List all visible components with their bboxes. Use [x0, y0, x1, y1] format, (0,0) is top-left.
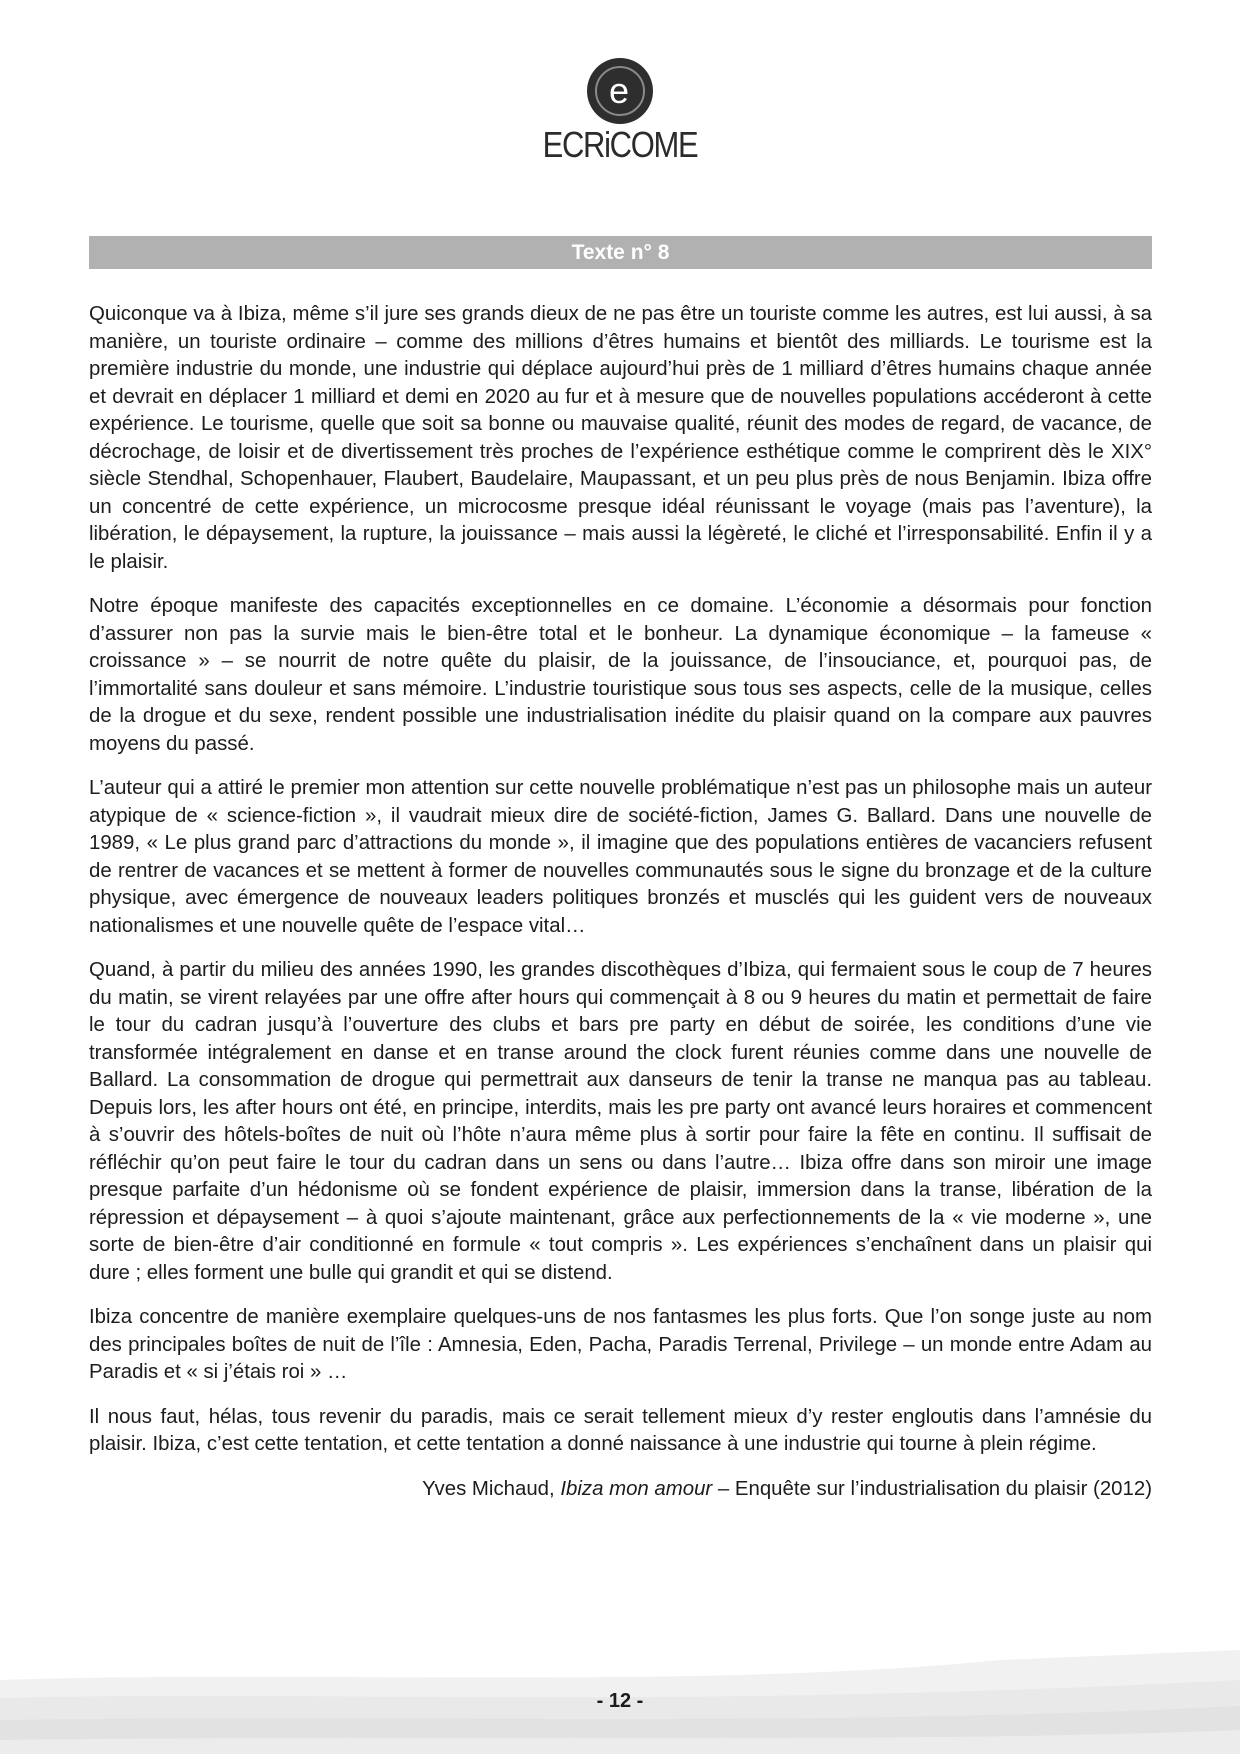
- paragraph: Quiconque va à Ibiza, même s’il jure ses grands dieux de ne pas être un touriste comme les autres, est lui aussi, à sa manière, un touriste ordinaire – comme des millions d’êtres humains et bientôt des milliards. Le tourisme est la première industrie du monde, une industrie qui déplace aujourd’hui près de 1 milliard d’êtres humains chaque année et devrait en déplacer 1 milliard et demi en 2020 au fur et à mesure que de nouvelles populations accéderont à cette expérience. Le tourisme, quelle que soit sa bonne ou mauvaise qualité, réunit des modes de regard, de vacance, de décrochage, de loisir et de divertissement très proches de l’expérience esthétique comme le comprirent dès le XIX° siècle Stendhal, Schopenhauer, Flaubert, Baudelaire, Maupassant, et un peu plus près de nous Benjamin. Ibiza offre un concentré de cette expérience, un microcosme presque idéal réunissant le voyage (mais pas l’aventure), la libération, le dépaysement, la rupture, la jouissance – mais aussi la légèreté, le cliché et l’irresponsabilité. Enfin il y a le plaisir.: [89, 303, 1152, 573]
- ecricome-logo-icon: [586, 57, 654, 125]
- paragraph: Ibiza concentre de manière exemplaire quelques-uns de nos fantasmes les plus forts. Que l’on songe juste au nom des principales boîtes de nuit de l’île : Amnesia, Eden, Pacha, Paradis Terrenal, Privilege – un monde entre Adam au Paradis et « si j’étais roi » …: [89, 1306, 1152, 1383]
- paragraph: Notre époque manifeste des capacités exceptionnelles en ce domaine. L’économie a désormais pour fonction d’assurer non pas la survie mais le bien-être total et le bonheur. La dynamique économique – la fameuse « croissance » – se nourrit de notre quête du plaisir, de la jouissance, de l’insouciance, et, pourquoi pas, de l’immortalité sans douleur et sans mémoire. L’industrie touristique sous tous ses aspects, celle de la musique, celles de la drogue et du sexe, rendent possible une industrialisation inédite du plaisir quand on la compare aux pauvres moyens du passé.: [89, 595, 1152, 755]
- paragraph: L’auteur qui a attiré le premier mon attention sur cette nouvelle problématique n’est pas un philosophe mais un auteur atypique de « science-fiction », il vaudrait mieux dire de société-fiction, James G. Ballard. Dans une nouvelle de 1989, « Le plus grand parc d’attractions du monde », il imagine que des populations entières de vacanciers refusent de rentrer de vacances et se mettent à former de nouvelles communautés sous le signe du bronzage et de la culture physique, avec émergence de nouveaux leaders politiques bronzés et musclés qui les guident vers de nouveaux nationalismes et une nouvelle quête de l’espace vital…: [89, 777, 1152, 937]
- citation-work-title: Ibiza mon amour: [560, 1477, 713, 1500]
- article-body: [89, 301, 1152, 1503]
- citation-rest: – Enquête sur l’industrialisation du plaisir (2012): [712, 1477, 1152, 1500]
- paragraph: Quand, à partir du milieu des années 1990, les grandes discothèques d’Ibiza, qui fermaient sous le coup de 7 heures du matin, se virent relayées par une offre after hours qui commençait à 8 ou 9 heures du matin et permettait de faire le tour du cadran jusqu’à l’ouverture des clubs et bars pre party en début de soirée, les conditions d’une vie transformée intégralement en danse et en transe around the clock furent réunies comme dans une nouvelle de Ballard. La consommation de drogue qui permettrait aux danseurs de tenir la transe ne manqua pas au tableau. Depuis lors, les after hours ont été, en principe, interdits, mais les pre party ont avancé leurs horaires et commencent à s’ouvrir des hôtels-boîtes de nuit où l’hôte n’aura même plus à sortir pour faire la fête en continu. Il suffisait de réfléchir qu’on peut faire le tour du cadran dans un sens ou dans l’autre… Ibiza offre dans son miroir une image presque parfaite d’un hédonisme où se fondent expérience de plaisir, immersion dans la transe, libération de la répression et dépaysement – à quoi s’ajoute maintenant, grâce aux perfectionnements de la « vie moderne », une sorte de bien-être d’air conditionné en formule « tout compris ». Les expériences s’enchaînent dans un plaisir qui dure ; elles forment une bulle qui grandit et qui se distend.: [89, 959, 1152, 1284]
- page-number: - 12 -: [596, 1690, 644, 1712]
- brand-wordmark: ECRiCOME: [542, 124, 698, 165]
- logo: [0, 57, 1240, 165]
- svg-text:e: e: [608, 70, 630, 111]
- paragraph: Il nous faut, hélas, tous revenir du paradis, mais ce serait tellement mieux d’y rester engloutis dans l’amnésie du plaisir. Ibiza, c’est cette tentation, et cette tentation a donné naissance à une industrie qui tourne à plein régime.: [89, 1405, 1152, 1455]
- citation-author: Yves Michaud,: [422, 1477, 561, 1500]
- citation: [89, 1476, 1152, 1504]
- text-title-bar: Texte n° 8: [89, 236, 1152, 269]
